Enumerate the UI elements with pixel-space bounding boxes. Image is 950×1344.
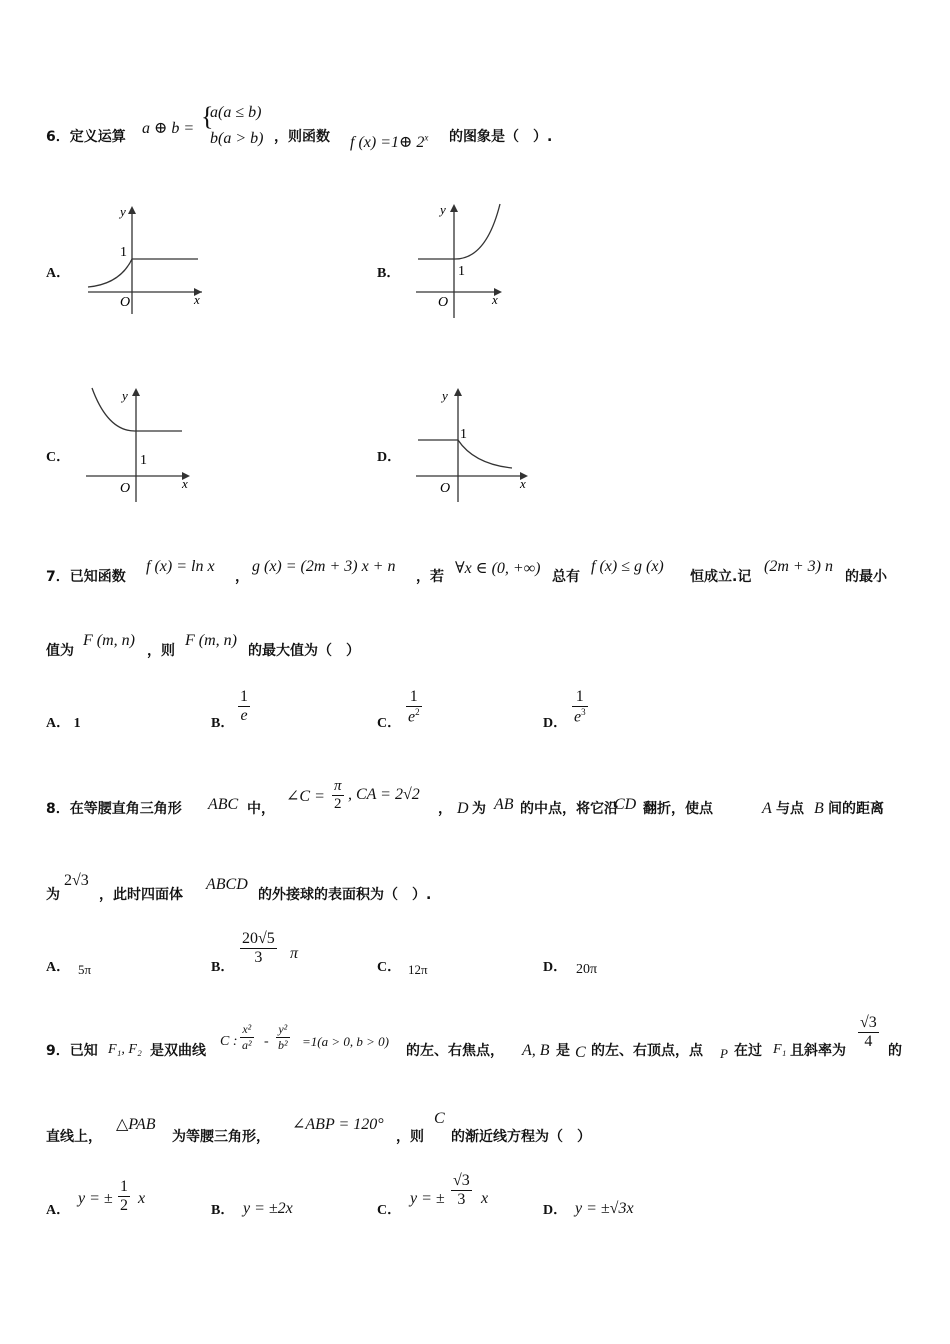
q8-option-c-value: 12π (408, 962, 428, 977)
q7-option-b-label[interactable]: B． (211, 716, 235, 731)
q7-f-def: f (x) = ln x (146, 558, 215, 575)
q7-option-b-value: $\frac{1}{e}$ (240, 688, 248, 724)
q9-slope: $\frac{√3}{4}$ (860, 1014, 877, 1050)
one-label: 1 (120, 245, 127, 260)
q7-line2: 值为 F (m, n) ，则 F (m, n) 的最大值为（ ） (46, 632, 360, 659)
q8-option-b-label[interactable]: B． (211, 960, 235, 975)
q8-option-b-value: $\frac{20√5}{3}$ (242, 930, 275, 966)
q8-pi-over-2: $\frac{\pi}{2}$ (334, 778, 342, 812)
q6-graph-b (414, 200, 514, 318)
q9-option-a-label[interactable]: A． (46, 1203, 71, 1218)
q9-option-c-frac: $\frac{√3}{3}$ (453, 1172, 470, 1208)
q8-option-d-value: 20π (576, 962, 598, 977)
q9-line2: 直线上， △PAB 为等腰三角形， ∠ABP = 120° ，则 C 的渐近线方程为（ ） (46, 1110, 591, 1145)
svg-text:O: O (120, 481, 131, 496)
q9-option-d-label[interactable]: D． (543, 1203, 568, 1218)
q7-option-d-value: $\frac{1}{e^3}$ (574, 688, 586, 726)
q9-line1: 9．已知 F₁, F₂ 是双曲线 C : $\frac{\text{x²}}{\text{a²}}$ - $\frac{\text{y²}}{\text{b²}}$ =1(a > 0, b > 0) 的左、右焦点， A, B 是 C 的左、右顶点，点 P 在过 F₁ 且斜率为 $\frac{√3}{4}$ 的 (46, 1014, 902, 1061)
q8-line2: 为 2√3 ，此时四面体 ABCD 的外接球的表面积为（ ）. (46, 872, 432, 903)
q7-option-d-label[interactable]: D． (543, 716, 568, 731)
q6-brace: { (201, 102, 214, 131)
q7-option-c-label[interactable]: C． (377, 716, 402, 731)
q7-option-c-value: $\frac{1}{e^2}$ (408, 688, 420, 726)
q7-option-a[interactable]: A． 1 (46, 716, 81, 731)
q6-op-lhs: a ⊕ b = (142, 120, 195, 137)
q6-suffix: 的图象是（ ）. (449, 129, 553, 145)
q8-option-a-value: 5π (78, 962, 92, 977)
svg-text:O: O (438, 295, 449, 310)
svg-text:1: 1 (460, 427, 467, 442)
q6-mid: ，则函数 (274, 129, 330, 145)
q6-option-c-label[interactable]: C． (46, 450, 71, 465)
q6-graph-a (84, 202, 214, 314)
q6-option-a-label[interactable]: A． (46, 266, 71, 281)
q6-func: f (x) =1⊕ 2$^x$ (350, 132, 429, 151)
q8-option-a-label[interactable]: A． (46, 960, 71, 975)
q6-case2: b(a > b) (210, 130, 264, 147)
svg-text:x: x (520, 476, 526, 491)
q8-option-d-label[interactable]: D． (543, 960, 568, 975)
svg-text:O: O (440, 481, 451, 496)
svg-text:1: 1 (458, 264, 465, 279)
q7-line1: 7．已知函数 f (x) = ln x ， g (x) = (2m + 3) x + n ，若 ∀x ∈ (0, +∞) 总有 f (x) ≤ g (x) 恒成立.记 (2m + 3) n 的最小 (46, 558, 887, 585)
q7-ineq: f (x) ≤ g (x) (591, 558, 664, 575)
y-label: y (120, 204, 126, 219)
svg-text:x: x (182, 476, 188, 491)
q9-option-a-frac: $\frac{1}{2}$ (120, 1178, 128, 1214)
origin-label: O (120, 295, 131, 310)
svg-text:y: y (440, 202, 446, 217)
q7-expr: (2m + 3) n (764, 558, 834, 575)
q6-case1: a(a ≤ b) (210, 104, 262, 121)
svg-text:y: y (442, 388, 448, 403)
q6-option-d-label[interactable]: D． (377, 450, 402, 465)
q8-line1: 8．在等腰直角三角形 ABC 中， ∠C = $\frac{\pi}{2}$ , CA = 2√2 ， D 为 AB 的中点，将它沿 CD 翻折，使点 A 与点 B 间的距离 (46, 778, 884, 817)
q6-prefix: 6．定义运算 (46, 129, 126, 145)
q9-option-d-value: y = ±√3x (575, 1200, 634, 1217)
q9-option-c-label[interactable]: C． (377, 1203, 402, 1218)
q6-graph-c (84, 384, 196, 502)
q6-graph-d (414, 384, 534, 502)
q7-g-def: g (x) = (2m + 3) x + n (252, 558, 396, 575)
q9-option-b-label[interactable]: B． (211, 1203, 235, 1218)
q9-option-b-value: y = ±2x (243, 1200, 293, 1217)
curve-left (88, 259, 132, 287)
q8-option-c-label[interactable]: C． (377, 960, 402, 975)
svg-text:y: y (122, 388, 128, 403)
q6-option-b-label[interactable]: B． (377, 266, 401, 281)
q7-forall: ∀x ∈ (0, +∞) (455, 560, 541, 577)
x-label: x (194, 292, 200, 307)
svg-text:x: x (492, 292, 498, 307)
svg-text:1: 1 (140, 453, 147, 468)
